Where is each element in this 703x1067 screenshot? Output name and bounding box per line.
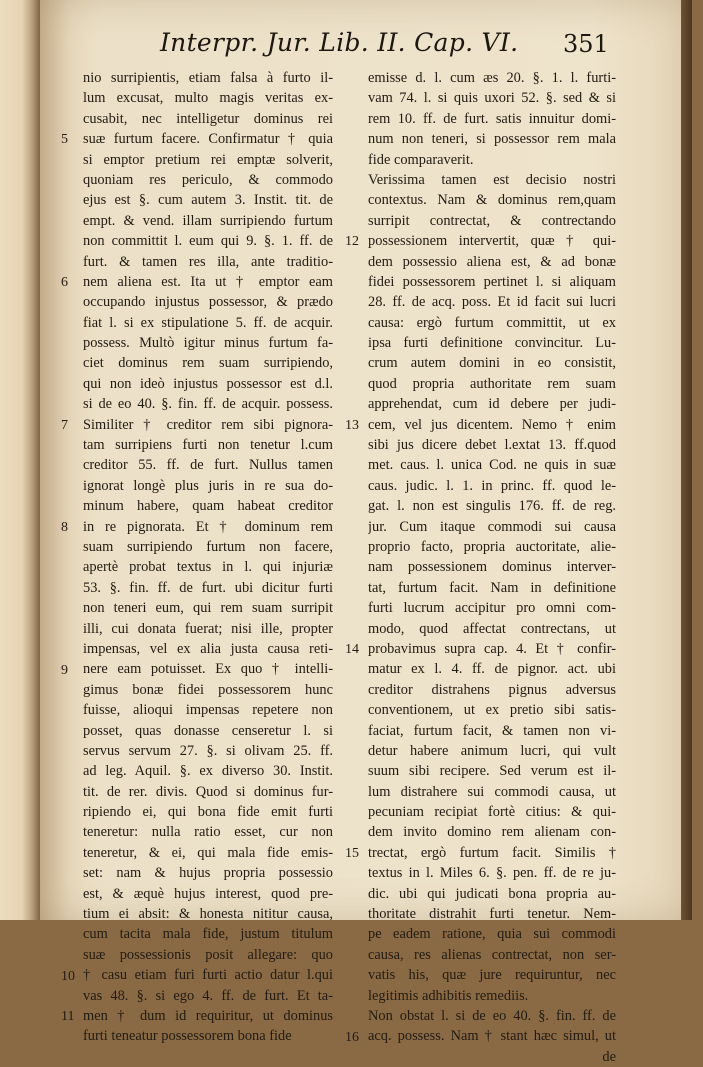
margin-note-number: 8 <box>61 519 68 535</box>
text-line: jur. Cum itaque commodi sui causa <box>368 518 616 535</box>
text-line: trectat, ergò furtum facit. Similis † <box>368 844 616 861</box>
text-line: furt. & tamen res illa, ante traditio- <box>83 253 333 270</box>
text-line: nam possessionem dominus interver- <box>368 559 616 576</box>
text-line: vatis his, quæ jure requiruntur, nec <box>368 967 616 984</box>
running-title: Interpr. Jur. Lib. II. Cap. VI. <box>160 28 519 57</box>
text-line: ignorat longè plus juris in re sua do- <box>83 477 333 494</box>
text-line: ejus est §. cum autem 3. Instit. tit. de <box>83 192 333 209</box>
text-line: tat, furtum facit. Nam in definitione <box>368 579 616 596</box>
margin-note-number: 13 <box>345 417 359 433</box>
text-line: causa: ergò furtum committit, ut ex <box>368 314 616 331</box>
text-line: matur ex l. 4. ff. de pignor. act. ubi <box>368 661 616 678</box>
text-line: cem, vel jus dicentem. Nemo † enim <box>368 416 616 433</box>
text-line: cum tacita mala fide, justum titulum <box>83 926 333 943</box>
text-line: legitimis adhibitis remediis. <box>368 987 529 1004</box>
text-line: proprio facto, propria auctoritate, alie- <box>368 538 616 555</box>
text-line: sibi jus dicere debet l.extat 13. ff.quod <box>368 437 616 454</box>
margin-note-number: 10 <box>61 968 75 984</box>
text-line: emisse d. l. cum æs 20. §. 1. l. furti- <box>368 70 616 86</box>
text-line: surripit contrectat, & contrectando <box>368 212 616 229</box>
text-line: furti teneatur possessorem bona fide <box>83 1028 292 1045</box>
text-line: teneretur: nulla ratio esset, cur non <box>83 824 333 841</box>
text-line: set: nam & hujus propria possessio <box>83 865 333 882</box>
text-line: empt. & vend. illam surripiendo furtum <box>83 212 333 229</box>
text-line: nere eam potuisset. Ex quo † intelli- <box>83 661 333 678</box>
text-line: quoniam res periculo, & commodo <box>83 171 333 188</box>
text-line: teneretur, & ei, qui mala fide emis- <box>83 844 333 861</box>
margin-note-number: 12 <box>345 234 359 250</box>
text-line: met. caus. l. unica Cod. ne quis in suæ <box>368 457 616 474</box>
text-line: † casu etiam furi furti actio datur l.qui <box>83 967 333 984</box>
margin-note-number: 11 <box>61 1009 75 1025</box>
text-line: rem 10. ff. de furt. satis innuitur domi- <box>368 110 616 127</box>
text-line: crum autem domini in eo consistit, <box>368 355 616 372</box>
text-line: num non teneri, si possessor rem mala <box>368 131 616 148</box>
margin-note-number: 14 <box>345 642 359 658</box>
page-edge <box>681 0 692 920</box>
text-line: dic. ubi qui judicati bona propria au- <box>368 885 616 902</box>
text-line: suum sibi recipere. Sed verum est il- <box>368 763 616 780</box>
text-line: causa, res alienas contrectat, non ser- <box>368 946 616 963</box>
text-line: pecuniam recipiat fortè citius: & qui- <box>368 804 616 821</box>
text-line: 53. §. fin. ff. de furt. ubi dicitur furti <box>83 579 333 596</box>
margin-note-number: 15 <box>345 846 359 862</box>
text-line: suæ furtum facere. Confirmatur † quia <box>83 131 333 148</box>
text-line: possessionem intervertit, quæ † qui- <box>368 233 616 250</box>
text-line: fuisse, alioqui impensas repetere non <box>83 702 333 719</box>
text-line: tit. de rer. divis. Quod si dominus fur- <box>83 783 333 800</box>
text-line: textus in l. Miles 6. §. pen. ff. de re ju- <box>368 865 616 882</box>
margin-note-number: 6 <box>61 275 68 290</box>
text-line: minum habere, quam habeat creditor <box>83 498 333 515</box>
text-line: 28. ff. de acq. poss. Et id facit sui lucri <box>368 294 616 311</box>
text-line: fide comparaverit. <box>368 151 474 168</box>
text-line: fidei possessorem pertinet l. si aliquam <box>368 273 616 290</box>
text-line: nio surripientis, etiam falsa à furto il- <box>83 70 333 86</box>
text-line: impensas, vel ex alia justa causa reti- <box>83 640 333 657</box>
text-line: creditor 55. ff. de furt. Nullus tamen <box>83 457 333 474</box>
text-line: si de eo 40. §. fin. ff. de acquir. possess. <box>83 396 333 413</box>
text-line: acq. possess. Nam † stant hæc simul, ut <box>368 1028 616 1045</box>
text-line: tium ei absit: & honesta nititur causa, <box>83 906 333 923</box>
margin-note-number: 9 <box>61 662 68 678</box>
text-line: illi, cui donata fuerat; nisi ille, propter <box>83 620 333 637</box>
text-line: tam surripiens furti non tenetur l.cum <box>83 437 333 454</box>
text-line: furti lucrum accipitur pro omni com- <box>368 600 616 617</box>
text-line: apprehendat, cum id debere per judi- <box>368 396 616 413</box>
text-line: suam surripiendo furtum non facere, <box>83 538 333 555</box>
text-line: faciat, furtum facit, & tamen non vi- <box>368 722 616 739</box>
text-line: probavimus supra cap. 4. Et † confir- <box>368 640 616 657</box>
text-line: servus servum 27. §. si olivam 25. ff. <box>83 742 333 759</box>
text-line: de <box>602 1048 616 1065</box>
text-line: in re pignorata. Et † dominum rem <box>83 518 333 535</box>
text-line: conventionem, ut ex pretio sibi satis- <box>368 702 616 719</box>
right-text-column <box>345 68 616 1067</box>
text-line: modo, quod affectat contrectans, ut <box>368 620 616 637</box>
text-line: fiat l. si ex stipulatione 5. ff. de acquir. <box>83 314 333 331</box>
text-line: Similiter † creditor rem sibi pignora- <box>83 416 333 433</box>
text-line: vam 74. l. si quis uxori 52. §. sed & si <box>368 90 616 107</box>
text-line: men † dum id requiritur, ut dominus <box>83 1007 333 1024</box>
text-line: dem possessio aliena est, & ad bonæ <box>368 253 616 270</box>
text-line: ad leg. Aquil. §. ex diverso 30. Instit. <box>83 763 333 780</box>
text-line: si emptor pretium rei emptæ solverit, <box>83 151 333 168</box>
text-line: lum excusat, multo magis veritas ex- <box>83 90 333 107</box>
text-line: non teneri eum, qui rem suam surripit <box>83 600 333 617</box>
text-line: ciet dominus rem suam surripiendo, <box>83 355 333 372</box>
text-line: vas 48. §. si ego 4. ff. de furt. Et ta- <box>83 987 333 1004</box>
text-line: qui non ideò injustus possessor est d.l. <box>83 375 333 392</box>
margin-note-number: 16 <box>345 1029 359 1045</box>
text-line: Non obstat l. si de eo 40. §. fin. ff. de <box>368 1007 616 1024</box>
text-line: possess. Multò igitur minus furtum fa- <box>83 335 333 352</box>
text-line: non committit l. eum qui 9. §. 1. ff. de <box>83 233 333 250</box>
text-line: pe eadem ratione, quia sui commodi <box>368 926 616 943</box>
text-line: lum distrahere sui commodi causa, ut <box>368 783 616 800</box>
text-line: ipsa furti definitione convincitur. Lu- <box>368 335 616 352</box>
margin-note-number: 7 <box>61 417 68 433</box>
text-line: nem aliena est. Ita ut † emptor eam <box>83 273 333 290</box>
text-line: contextus. Nam & dominus rem,quam <box>368 192 616 209</box>
text-line: gimus bonæ fidei possessorem hunc <box>83 681 333 698</box>
text-line: est, & æquè hujus interest, quod pre- <box>83 885 333 902</box>
text-line: cusabit, nec intelligetur dominus rei <box>83 110 333 127</box>
text-line: occupando injustus possessor, & prædo <box>83 294 333 311</box>
margin-note-number: 5 <box>61 132 68 148</box>
text-line: caus. judic. l. 1. in princ. ff. quod le- <box>368 477 616 494</box>
text-line: detur habere animum lucri, qui vult <box>368 742 616 759</box>
text-line: Verissima tamen est decisio nostri <box>368 171 616 188</box>
text-line: creditor distrahens pignus adversus <box>368 681 616 698</box>
left-page-gutter <box>0 0 40 920</box>
text-line: thoritate distrahit furti tenetur. Nem- <box>368 906 616 923</box>
text-line: posset, quas donasse censeretur l. si <box>83 722 333 739</box>
left-text-column <box>61 68 333 1047</box>
text-line: ripiendo ei, qui bona fide emit furti <box>83 804 333 821</box>
text-line: suæ possessionis posit allegare: quo <box>83 946 333 963</box>
text-line: dem invito domino rem alienam con- <box>368 824 616 841</box>
text-line: apertè probat textus in l. qui injuriæ <box>83 559 333 576</box>
page-number: 351 <box>563 30 609 58</box>
text-line: gat. l. non est singulis 176. ff. de reg. <box>368 498 616 515</box>
text-line: quod propria authoritate rem suam <box>368 375 616 392</box>
